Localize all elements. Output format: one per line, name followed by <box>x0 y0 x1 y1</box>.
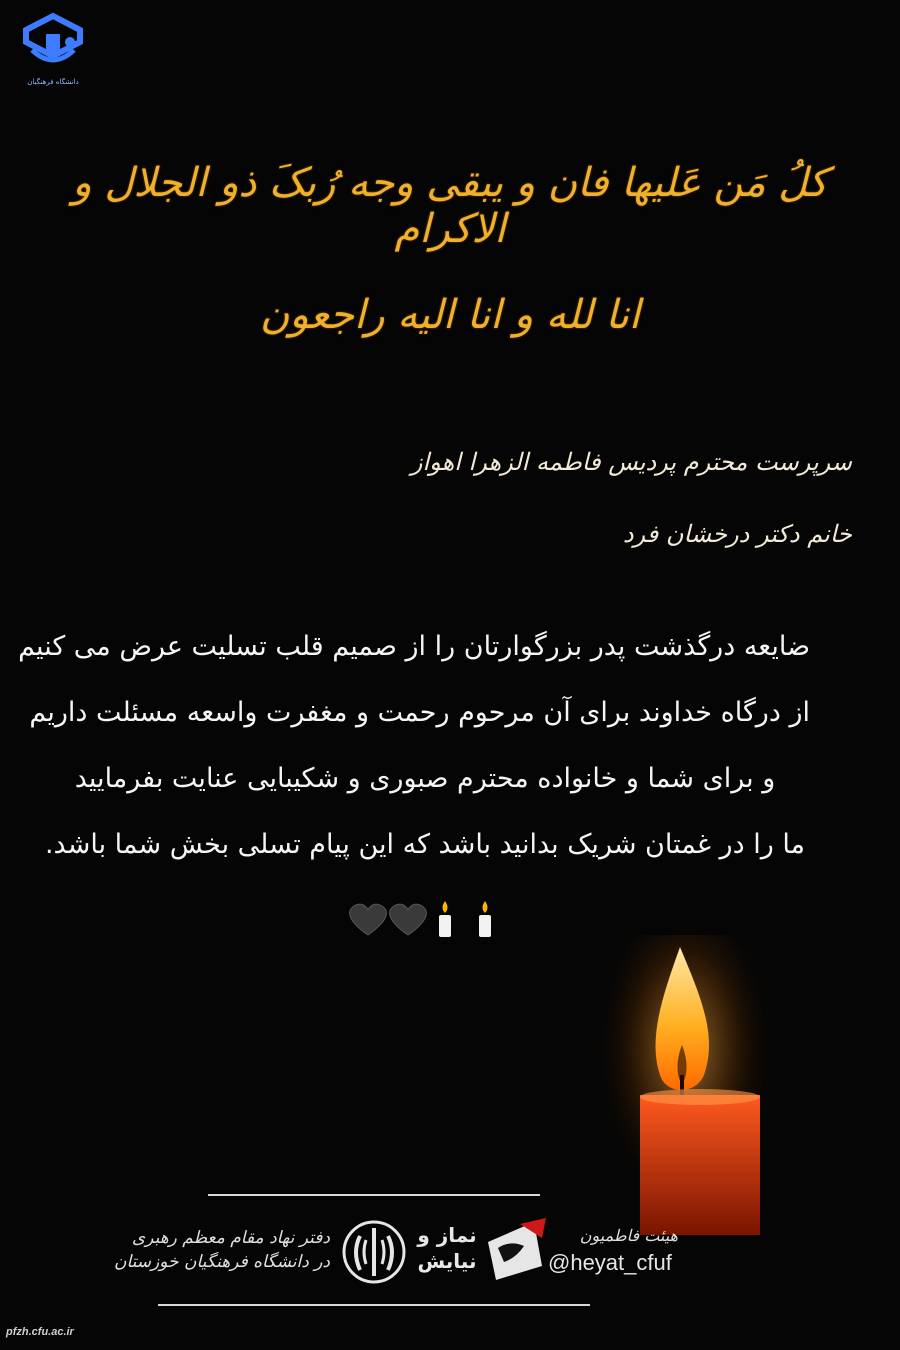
prayer-line-2: نیایش <box>417 1249 477 1273</box>
office-name-line-2: در دانشگاه فرهنگیان خوزستان <box>114 1252 330 1272</box>
condolence-message <box>18 614 810 878</box>
verse-line-1: کلُ مَن عَلیها فان و یبقی وجه رُبکَ ذو الجلال و الاکرام <box>72 160 828 252</box>
verse-line-2: انا لله و انا الیه راجعون <box>260 292 640 338</box>
office-name-line-1: دفتر نهاد مقام معظم رهبری <box>131 1228 330 1248</box>
black-heart-icon <box>390 904 427 935</box>
recipient-title: سرپرست محترم پردیس فاطمه الزهرا اهواز <box>410 448 852 476</box>
prayer-line-1: نماز و <box>417 1223 477 1247</box>
logo-caption: دانشگاه فرهنگیان <box>27 78 79 86</box>
heyat-name: هیئت فاطمیون <box>579 1226 678 1245</box>
divider-top <box>208 1194 540 1196</box>
candle-illustration <box>600 935 770 1235</box>
candle-icon <box>479 901 491 937</box>
emoji-row <box>340 895 510 941</box>
heyat-handle: @heyat_cfuf <box>548 1250 672 1275</box>
university-logo-icon <box>18 12 88 78</box>
message-line: از درگاه خداوند برای آن مرحوم رحمت و مغفرت واسعه مسئلت داریم <box>29 697 810 728</box>
candle-icon <box>439 901 451 937</box>
prayer-logo <box>408 1222 486 1274</box>
emblem-icon <box>340 1218 408 1286</box>
recipient-name: خانم دکتر درخشان فرد <box>622 520 852 548</box>
black-heart-icon <box>350 904 387 935</box>
watermark: pfzh.cfu.ac.ir <box>6 1326 74 1338</box>
divider-bottom <box>158 1304 590 1306</box>
message-line: و برای شما و خانواده محترم صبوری و شکیبایی عنایت بفرمایید <box>74 763 776 794</box>
university-logo <box>18 12 88 90</box>
heyat-logo-icon <box>480 1218 550 1284</box>
message-line: ضایعه درگذشت پدر بزرگوارتان را از صمیم قلب تسلیت عرض می کنیم <box>18 631 810 662</box>
message-line: ما را در غمتان شریک بدانید باشد که این پیام تسلی بخش شما باشد. <box>44 829 806 860</box>
